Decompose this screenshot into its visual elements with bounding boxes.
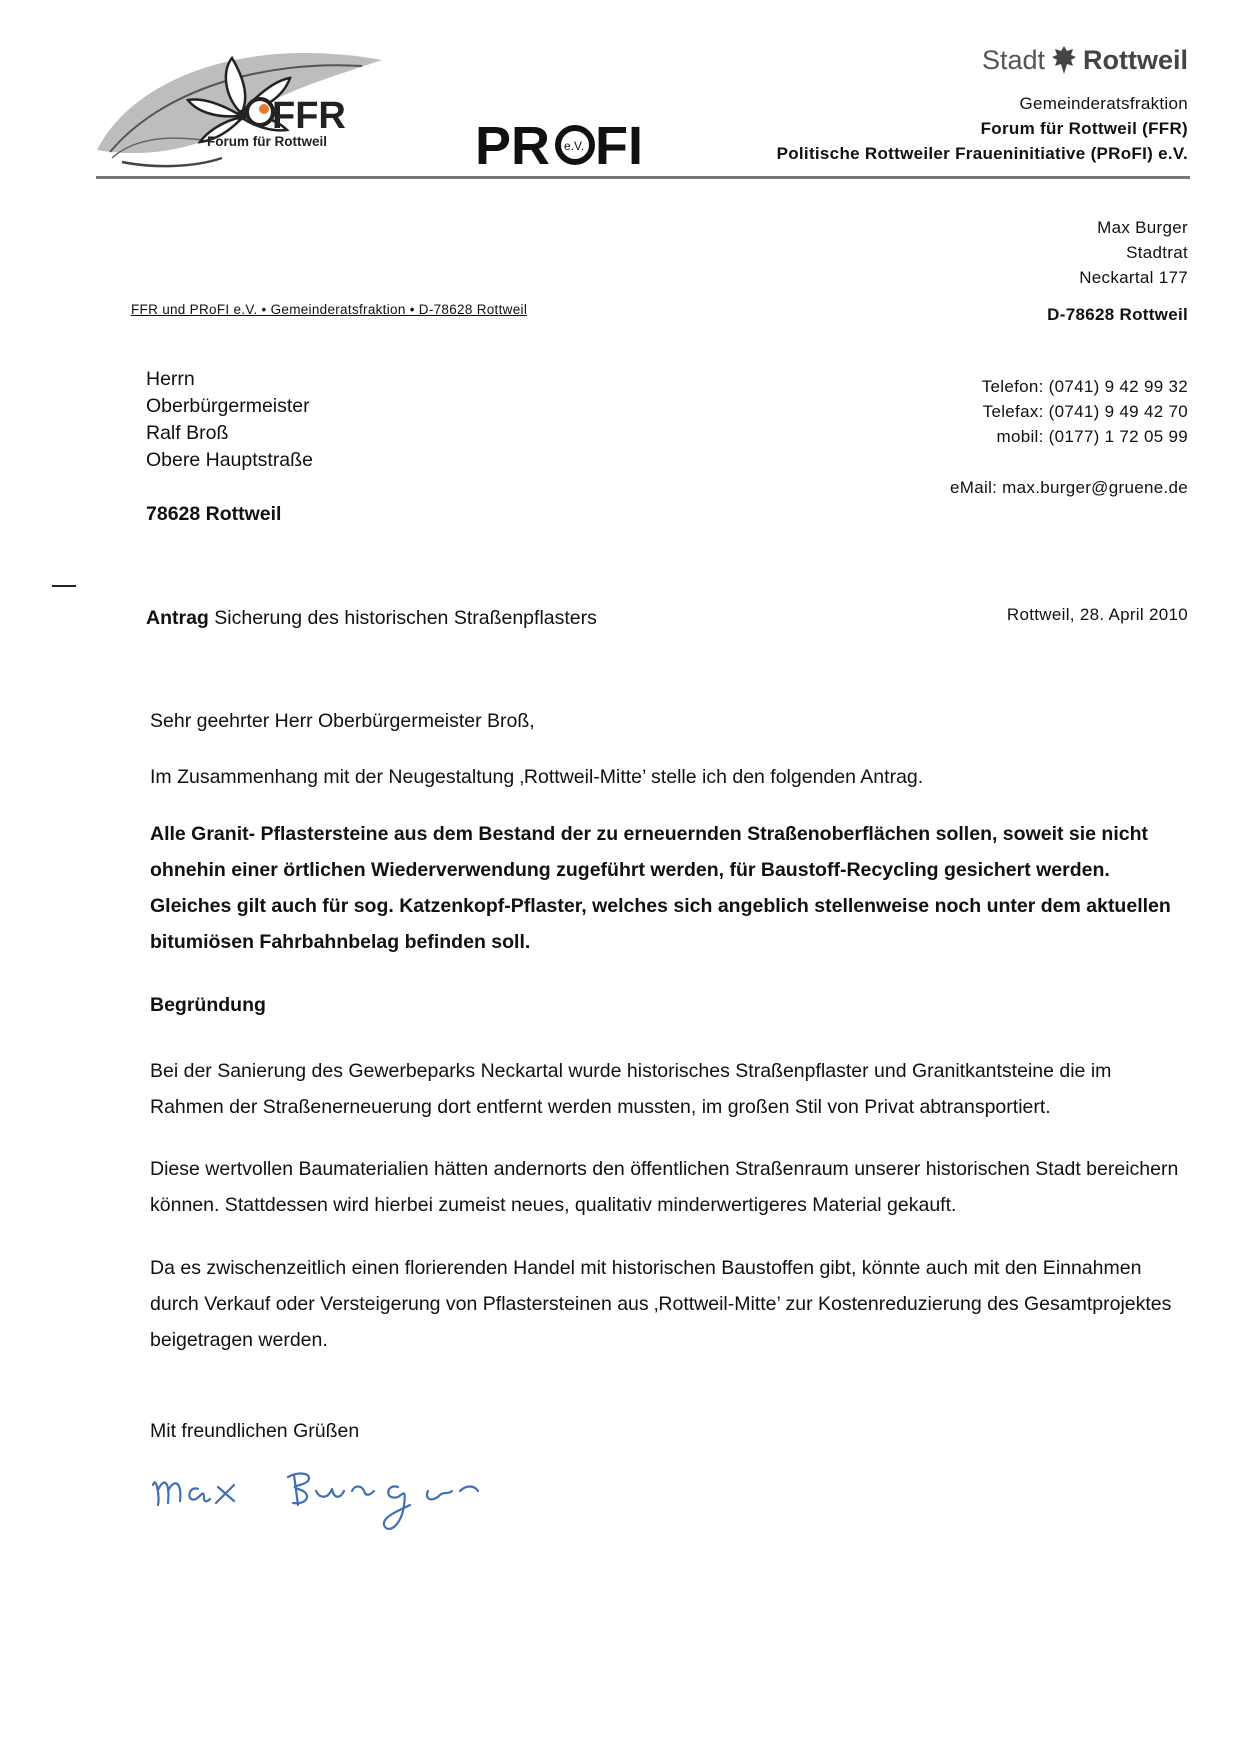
fold-mark bbox=[52, 585, 76, 587]
ffr-acronym: FFR bbox=[272, 95, 346, 137]
eagle-crest-icon bbox=[1051, 44, 1077, 76]
salutation: Sehr geehrter Herr Oberbürgermeister Broß, bbox=[150, 710, 535, 732]
sender-email: eMail: max.burger@gruene.de bbox=[950, 478, 1188, 497]
profi-ev: e.V. bbox=[564, 139, 585, 153]
motion-paragraph: Alle Granit- Pflastersteine aus dem Bestand der zu erneuernden Straßenoberflächen sollen, soweit sie nicht ohnehin einer örtlichen Wiederverwendung zugeführt werden, für Baustoff-Recycling gesichert werden. Gleiches gilt auch für sog. Katzenkopf-Pflaster, welches sich angeblich stellenweise noch unter dem aktuellen bitumiösen Fahrbahnbelag befinden soll. bbox=[150, 823, 1171, 953]
header-ffr-name: Forum für Rottweil (FFR) bbox=[980, 119, 1188, 138]
reason-heading: Begründung bbox=[150, 994, 266, 1016]
sender-name: Max Burger bbox=[1097, 218, 1188, 237]
ffr-tagline: Forum für Rottweil bbox=[207, 134, 327, 149]
intro-paragraph: Im Zusammenhang mit der Neugestaltung ‚Rottweil-Mitte’ stelle ich den folgenden Antrag. bbox=[150, 766, 924, 788]
header-faction: Gemeinderatsfraktion bbox=[1019, 94, 1188, 113]
sender-street: Neckartal 177 bbox=[1079, 268, 1188, 287]
subject-label: Antrag bbox=[146, 607, 209, 629]
city-logo bbox=[982, 40, 1188, 80]
recipient-line-4: Obere Hauptstraße bbox=[146, 449, 313, 471]
recipient-city: 78628 Rottweil bbox=[146, 503, 282, 525]
profi-text-left: PR bbox=[475, 116, 551, 174]
return-address-line: FFR und PRoFI e.V. • Gemeinderatsfraktion • D-78628 Rottweil bbox=[131, 302, 528, 317]
city-logo-name: Rottweil bbox=[1083, 44, 1188, 75]
recipient-line-2: Oberbürgermeister bbox=[146, 395, 310, 417]
profi-text-right: FI bbox=[595, 116, 643, 174]
recipient-line-3: Ralf Broß bbox=[146, 422, 229, 444]
profi-logo bbox=[475, 108, 655, 174]
sender-title: Stadtrat bbox=[1126, 243, 1188, 262]
handwritten-signature bbox=[148, 1455, 528, 1545]
subject-text: Sicherung des historischen Straßenpflasters bbox=[214, 607, 597, 629]
sender-telefax: Telefax: (0741) 9 49 42 70 bbox=[982, 402, 1188, 421]
recipient-line-1: Herrn bbox=[146, 368, 195, 390]
reason-paragraph-1: Bei der Sanierung des Gewerbeparks Neckartal wurde historisches Straßenpflaster und Granitkantsteine die im Rahmen der Straßenerneuerung dort entfernt werden mussten, im großen Stil von Privat abtransportiert. bbox=[150, 1060, 1112, 1118]
sender-mobil: mobil: (0177) 1 72 05 99 bbox=[996, 427, 1188, 446]
city-logo-stadt: Stadt bbox=[981, 44, 1045, 75]
ffr-logo bbox=[92, 40, 382, 175]
subject-line bbox=[146, 607, 597, 630]
header-profi-name: Politische Rottweiler Fraueninitiative (PRoFI) e.V. bbox=[776, 144, 1188, 163]
reason-paragraph-2: Diese wertvollen Baumaterialien hätten andernorts den öffentlichen Straßenraum unserer historischen Stadt bereichern können. Stattdessen wird hierbei zumeist neues, qualitativ minderwertigeres Material gekauft. bbox=[150, 1158, 1179, 1216]
letter-date: Rottweil, 28. April 2010 bbox=[1006, 605, 1188, 624]
reason-paragraph-3: Da es zwischenzeitlich einen florierenden Handel mit historischen Baustoffen gibt, könnte auch mit den Einnahmen durch Verkauf oder Versteigerung von Pflastersteinen aus ‚Rottweil-Mitte’ zur Kostenreduzierung des Gesamtprojektes beigetragen werden. bbox=[150, 1257, 1172, 1351]
sender-city: D-78628 Rottweil bbox=[1047, 305, 1188, 324]
closing: Mit freundlichen Grüßen bbox=[150, 1420, 360, 1442]
header-divider bbox=[96, 176, 1190, 179]
sender-telefon: Telefon: (0741) 9 42 99 32 bbox=[981, 377, 1188, 396]
